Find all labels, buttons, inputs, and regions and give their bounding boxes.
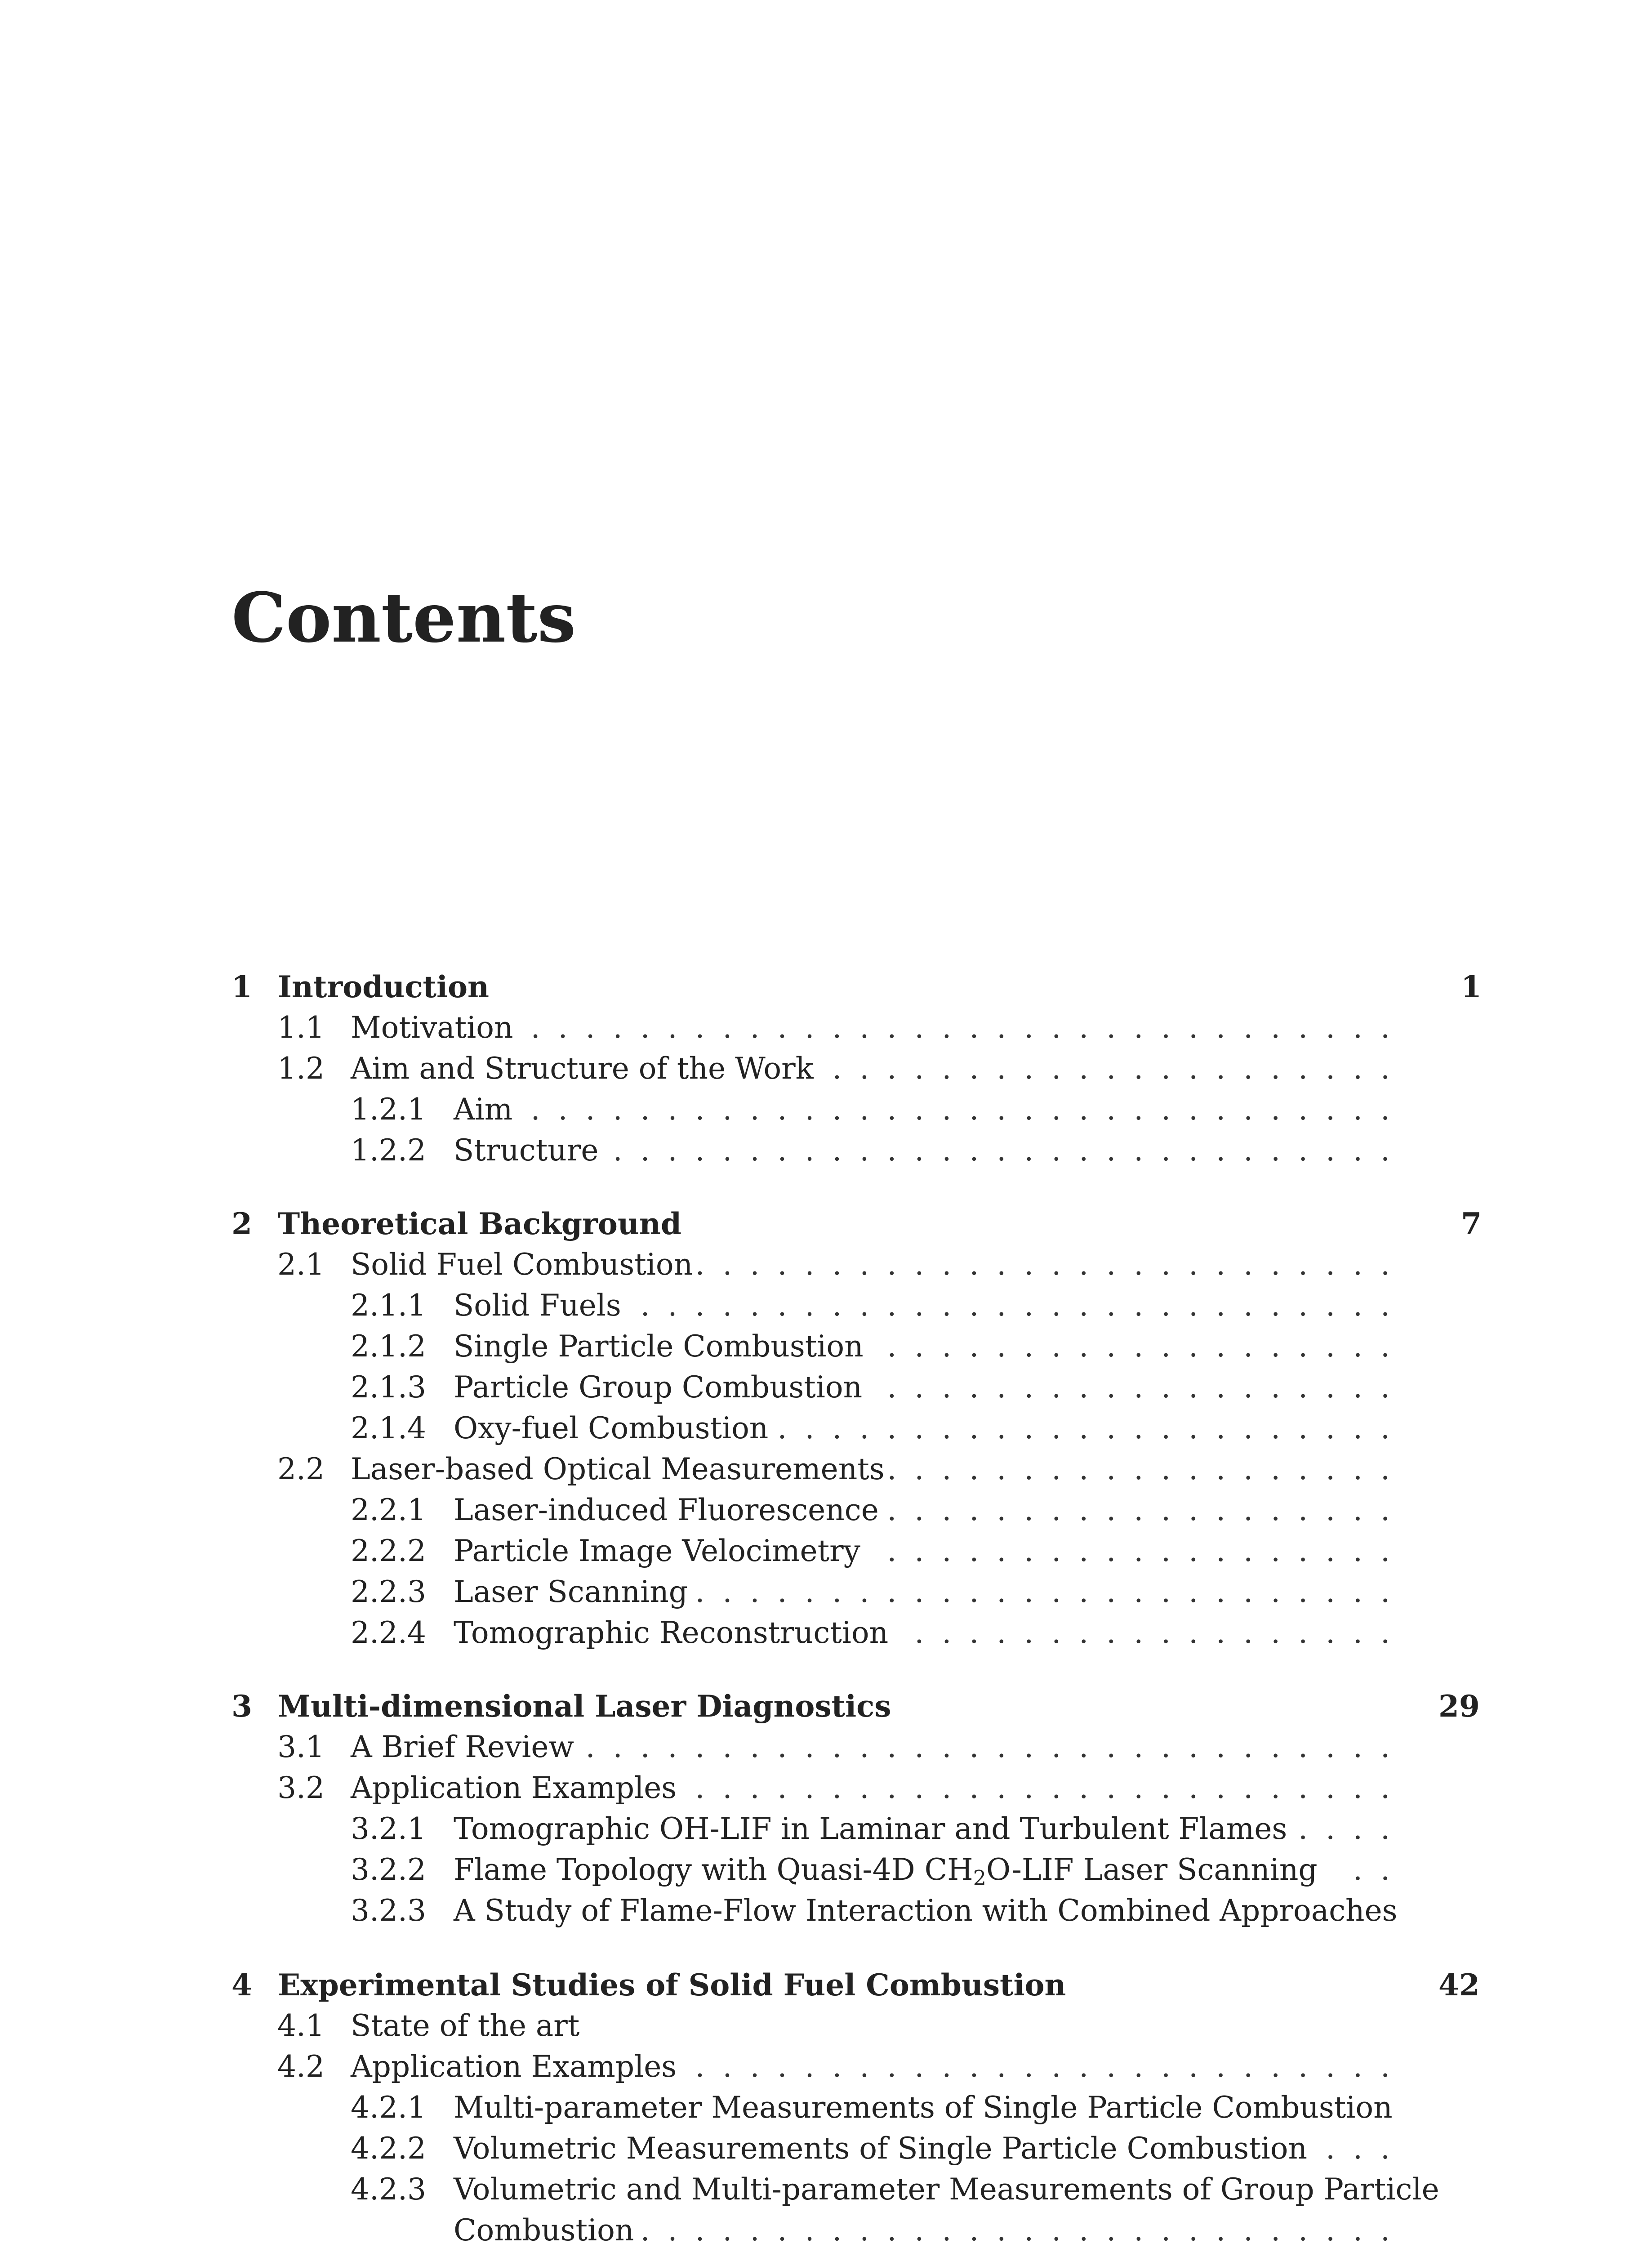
- subsection-title: Particle Group Combustion: [454, 1370, 863, 1405]
- leader-dots: ................................: [530, 1092, 1408, 1127]
- section-title: Application Examples: [351, 2049, 677, 2084]
- section-number: 1.2: [277, 1051, 325, 1086]
- section-number: 4.2: [277, 2049, 325, 2084]
- leader-dots: ............................: [640, 1288, 1408, 1323]
- leader-dots: [1403, 2087, 1408, 2128]
- toc-section-2-2[interactable]: [277, 1449, 1408, 1490]
- toc-section-2-1[interactable]: [277, 1244, 1408, 1285]
- subsection-number: 2.1.3: [351, 1370, 426, 1405]
- section-number: 3.1: [277, 1730, 325, 1764]
- chapter-number: 2: [232, 1206, 252, 1241]
- leader-dots: .......................: [777, 1411, 1408, 1445]
- toc-subsection-1-2-1[interactable]: [351, 1089, 1408, 1130]
- subsection-number: 3.2.2: [351, 1852, 426, 1887]
- toc-subsection-4-2-3[interactable]: [351, 2169, 1439, 2210]
- toc-chapter-1[interactable]: [232, 967, 1482, 1007]
- leader-dots: ...................: [887, 1370, 1408, 1405]
- section-title: State of the art: [351, 2008, 580, 2043]
- subsection-title: Tomographic OH-LIF in Laminar and Turbulent Flames: [454, 1811, 1287, 1846]
- subsection-number: 2.2.4: [351, 1615, 426, 1650]
- toc-section-1-2[interactable]: [277, 1048, 1408, 1089]
- toc-subsection-4-2-3-continuation[interactable]: [454, 2210, 1408, 2248]
- subsection-title: Volumetric and Multi-parameter Measurements of Group Particle: [454, 2172, 1439, 2207]
- toc-chapter-4[interactable]: [232, 1965, 1480, 2005]
- section-title: Motivation: [351, 1010, 513, 1045]
- leader-dots: ...................: [887, 1534, 1408, 1568]
- subsection-number: 3.2.3: [351, 1893, 426, 1928]
- leader-dots: .............................: [613, 1133, 1408, 1168]
- chapter-page: 29: [1438, 1689, 1480, 1724]
- chapter-title: Introduction: [278, 969, 490, 1004]
- section-number: 2.1: [277, 1247, 325, 1282]
- toc-subsection-3-2-2[interactable]: [351, 1850, 1408, 1890]
- toc-subsection-4-2-2[interactable]: [351, 2128, 1408, 2169]
- subsection-number: 4.2.1: [351, 2090, 426, 2125]
- toc-section-3-1[interactable]: [277, 1727, 1408, 1767]
- toc-section-4-1[interactable]: [277, 2006, 1408, 2046]
- subsection-number: 2.2.2: [351, 1534, 426, 1568]
- section-number: 3.2: [277, 1771, 325, 1805]
- subsection-number: 3.2.1: [351, 1811, 426, 1846]
- chapter-title: Theoretical Background: [278, 1206, 681, 1241]
- subsection-title: Solid Fuels: [454, 1288, 621, 1323]
- subsection-title: Laser-induced Fluorescence: [454, 1493, 879, 1527]
- subsection-number: 2.1.4: [351, 1411, 426, 1445]
- leader-dots: ..........................: [695, 1771, 1408, 1805]
- section-title: Laser-based Optical Measurements: [351, 1452, 885, 1486]
- subsection-number: 2.2.3: [351, 1574, 426, 1609]
- subsection-number: 1.2.2: [351, 1133, 426, 1168]
- toc-subsection-4-2-1[interactable]: [351, 2087, 1408, 2128]
- toc-subsection-3-2-1[interactable]: [351, 1809, 1408, 1849]
- subsection-number: 4.2.3: [351, 2172, 426, 2207]
- toc-subsection-2-2-4[interactable]: [351, 1613, 1408, 1653]
- toc-subsection-2-2-3[interactable]: [351, 1572, 1408, 1612]
- toc-subsection-2-1-4[interactable]: [351, 1408, 1408, 1449]
- leader-dots: ..............................: [585, 1730, 1408, 1764]
- subscript-2: 2: [973, 1865, 987, 1890]
- section-number: 2.2: [277, 1452, 325, 1486]
- subsection-title: Multi-parameter Measurements of Single Particle Combustion: [454, 2090, 1393, 2125]
- toc-subsection-2-2-1[interactable]: [351, 1490, 1408, 1530]
- section-title: A Brief Review: [351, 1730, 574, 1764]
- subsection-title: Tomographic Reconstruction: [454, 1615, 889, 1650]
- leader-dots: ............................: [640, 2213, 1408, 2248]
- subsection-number: 1.2.1: [351, 1092, 426, 1127]
- chapter-number: 3: [232, 1689, 252, 1724]
- toc-subsection-1-2-2[interactable]: [351, 1130, 1408, 1171]
- leader-dots: ..................: [914, 1615, 1408, 1650]
- section-title: Aim and Structure of the Work: [351, 1051, 814, 1086]
- subsection-title: Aim: [454, 1092, 513, 1127]
- chapter-title: Multi-dimensional Laser Diagnostics: [278, 1689, 891, 1724]
- leader-dots: ..........................: [695, 1574, 1408, 1609]
- section-title: Application Examples: [351, 1771, 677, 1805]
- chapter-title: Experimental Studies of Solid Fuel Combustion: [278, 1967, 1066, 2003]
- subsection-title: [454, 1850, 1318, 1890]
- toc-subsection-2-1-1[interactable]: [351, 1285, 1408, 1326]
- subsection-number: 2.2.1: [351, 1493, 426, 1527]
- toc-subsection-2-1-3[interactable]: [351, 1367, 1408, 1408]
- leader-dots: ..........................: [695, 1247, 1408, 1282]
- leader-dots: ....: [1298, 1811, 1408, 1846]
- leader-dots: .....................: [832, 1051, 1408, 1086]
- title-part-1: Flame Topology with Quasi-4D CH: [454, 1852, 973, 1887]
- toc-section-1-1[interactable]: [277, 1008, 1408, 1048]
- subsection-title-continuation: Combustion: [454, 2213, 634, 2248]
- subsection-number: 4.2.2: [351, 2131, 426, 2166]
- leader-dots: ...................: [887, 1493, 1408, 1527]
- toc-subsection-2-2-2[interactable]: [351, 1531, 1408, 1571]
- chapter-number: 1: [232, 969, 252, 1004]
- page-title: Contents: [232, 577, 576, 658]
- subsection-title: Volumetric Measurements of Single Particle Combustion: [454, 2131, 1307, 2166]
- section-number: 4.1: [277, 2008, 325, 2043]
- toc-section-3-2[interactable]: [277, 1768, 1408, 1808]
- subsection-title: Particle Image Velocimetry: [454, 1534, 860, 1568]
- subsection-title: Single Particle Combustion: [454, 1329, 864, 1364]
- subsection-title: Structure: [454, 1133, 599, 1168]
- leader-dots: ..........................: [695, 2049, 1408, 2084]
- section-number: 1.1: [277, 1010, 325, 1045]
- subsection-title: A Study of Flame-Flow Interaction with Combined Approaches: [454, 1893, 1398, 1928]
- subsection-title: Oxy-fuel Combustion: [454, 1411, 769, 1445]
- toc-subsection-3-2-3[interactable]: [351, 1891, 1408, 1931]
- chapter-page: 1: [1461, 969, 1482, 1004]
- toc-subsection-2-1-2[interactable]: [351, 1326, 1408, 1367]
- leader-dots: ...: [1326, 2131, 1408, 2166]
- leader-dots: ................................: [530, 1010, 1408, 1045]
- subsection-number: 2.1.1: [351, 1288, 426, 1323]
- chapter-page: 7: [1461, 1206, 1482, 1241]
- leader-dots: ...................: [887, 1452, 1408, 1486]
- chapter-number: 4: [232, 1967, 252, 2003]
- toc-section-4-2[interactable]: [277, 2047, 1408, 2087]
- toc-chapter-3[interactable]: [232, 1686, 1480, 1726]
- subsection-title: Laser Scanning: [454, 1574, 688, 1609]
- subsection-number: 2.1.2: [351, 1329, 426, 1364]
- leader-dots: ...................: [887, 1329, 1408, 1364]
- toc-chapter-2[interactable]: [232, 1204, 1482, 1244]
- section-title: Solid Fuel Combustion: [351, 1247, 693, 1282]
- title-part-2: O-LIF Laser Scanning: [986, 1852, 1318, 1887]
- chapter-page: 42: [1438, 1967, 1480, 2003]
- leader-dots: ..: [1353, 1852, 1408, 1887]
